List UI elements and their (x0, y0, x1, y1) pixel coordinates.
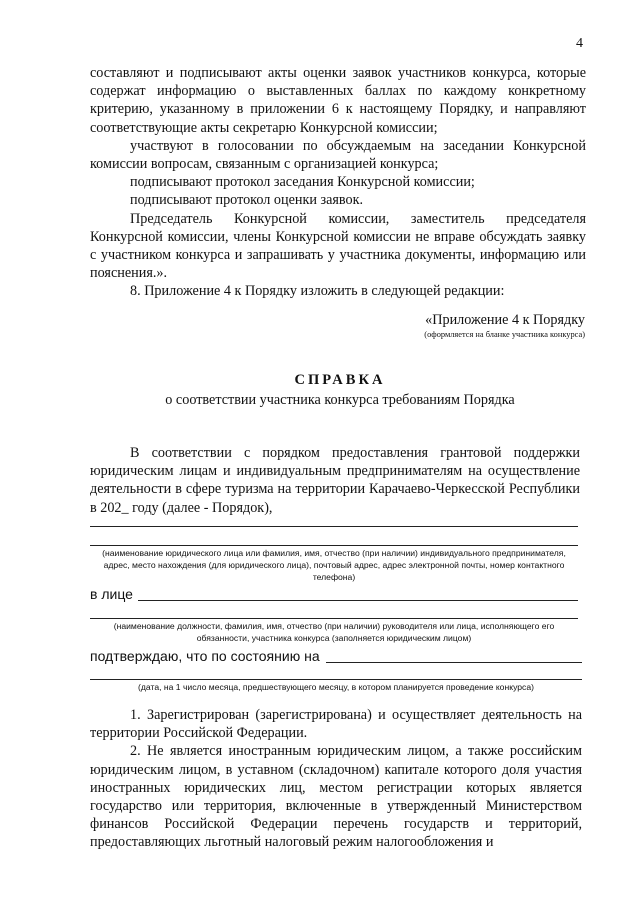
paragraph-appendix-4: 8. Приложение 4 к Порядку изложить в следующей редакции: (130, 283, 505, 300)
label-confirm: подтверждаю, что по состоянию на (90, 648, 320, 664)
note-person: (наименование должности, фамилия, имя, отчество (при наличии) руководителя или лица, исполняющего его обязанности, участника конкурса (заполняется юридическим лицом) (113, 621, 555, 643)
fill-line-date-1[interactable] (326, 662, 582, 663)
items-block (90, 706, 582, 852)
fill-line-date-2[interactable] (90, 679, 582, 680)
document-subtitle: о соответствии участника конкурса требованиям Порядка (165, 392, 515, 408)
appendix-label: «Приложение 4 к Порядку (425, 312, 585, 328)
note-date: (дата, на 1 число месяца, предшествующего месяцу, в котором планируется проведение конкурса) (138, 682, 534, 692)
fill-line-person-2[interactable] (90, 618, 578, 619)
intro-block (90, 444, 580, 517)
page-number: 4 (576, 36, 583, 51)
note-entity: (наименование юридического лица или фамилия, имя, отчество (при наличии) индивидуального предпринимателя, адрес, место нахождения (для юридического лица), почтовый адрес, адрес электронной почты, номер контактного телефона) (102, 548, 566, 582)
paragraph-voting: участвуют в голосовании по обсуждаемым на заседании Конкурсной комиссии вопросам, связанным с организацией конкурса; (90, 137, 586, 173)
fill-line-person-1[interactable] (138, 600, 578, 601)
fill-line-entity-2[interactable] (90, 545, 578, 546)
document-title: СПРАВКА (294, 372, 386, 388)
label-person: в лице (90, 586, 133, 602)
paragraph-sign-evaluation: подписывают протокол оценки заявок. (130, 192, 364, 209)
fill-line-entity-1[interactable] (90, 526, 578, 527)
intro-paragraph: В соответствии с порядком предоставления грантовой поддержки юридическим лицам и индивидуальным предпринимателям на осуществление деятельности в сфере туризма на территории Карачаево-Черкесской Республики в 202_ году (далее - Порядок), (90, 445, 580, 516)
paragraph-chairman: Председатель Конкурсной комиссии, заместитель председателя Конкурсной комиссии, члены Конкурсной комиссии не вправе обсуждать заявку с участником конкурса и запрашивать у участника документы, информацию или пояснения.». (90, 210, 586, 282)
paragraph-sign-protocol: подписывают протокол заседания Конкурсной комиссии; (130, 174, 475, 191)
paragraph-acts: составляют и подписывают акты оценки заявок участников конкурса, которые содержат информацию о выставленных баллах по каждому конкретному критерию, указанному в приложении 6 к настоящему Порядку, и направляют соответствующие акты секретарю Конкурсной комиссии; (90, 65, 586, 136)
item-1: 1. Зарегистрирован (зарегистрирована) и осуществляет деятельность на территории Российской Федерации. (90, 707, 582, 742)
top-paragraphs (90, 64, 586, 301)
appendix-note: (оформляется на бланке участника конкурса) (424, 330, 585, 339)
item-2: 2. Не является иностранным юридическим лицом, а также российским юридическим лицом, в уставном (складочном) капитале которого доля участия иностранных юридических лиц, местом регистрации которых является государство или территория, включенные в утвержденный Министерством финансов Российской Федерации перечень государств и территорий, предоставляющих льготный налоговый режим налогообложения и (90, 743, 582, 851)
